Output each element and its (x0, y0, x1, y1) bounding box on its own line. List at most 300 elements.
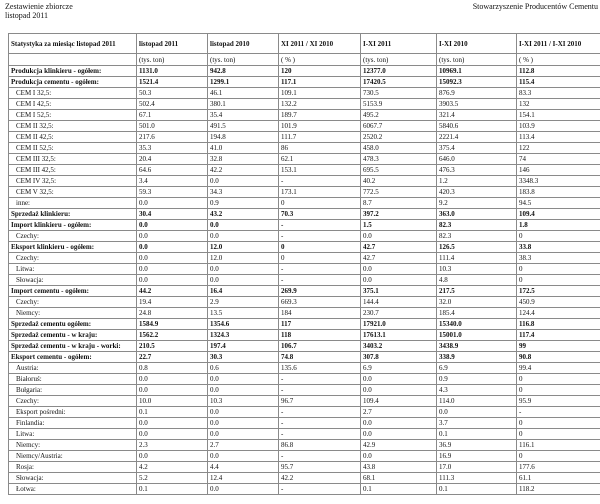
value-cell: 0.0 (208, 176, 279, 187)
row-label: Słowacja: (9, 473, 137, 484)
value-cell: 189.7 (279, 110, 361, 121)
value-cell: 117.1 (279, 77, 361, 88)
value-cell: 0.0 (137, 264, 208, 275)
row-label: Czechy: (9, 253, 137, 264)
value-cell: 36.9 (437, 440, 517, 451)
value-cell: 16.4 (208, 286, 279, 297)
table-row (9, 209, 600, 220)
value-cell: 116.1 (517, 440, 600, 451)
value-cell: 1324.3 (208, 330, 279, 341)
column-header: XI 2011 / XI 2010 (279, 34, 361, 54)
value-cell: 450.9 (517, 297, 600, 308)
row-label: Czechy: (9, 396, 137, 407)
value-cell: 1521.4 (137, 77, 208, 88)
value-cell: 3.7 (437, 418, 517, 429)
row-label: Niemcy: (9, 440, 137, 451)
row-label: CEM I 32,5: (9, 88, 137, 99)
row-label: Słowacja: (9, 275, 137, 286)
table-row (9, 440, 600, 451)
value-cell: 0.1 (137, 484, 208, 495)
row-label: Białoruś: (9, 374, 137, 385)
report-title-line2: listopad 2011 (5, 11, 49, 20)
value-cell: 8.7 (361, 198, 437, 209)
value-cell: 99.4 (517, 363, 600, 374)
value-cell: 0.0 (437, 407, 517, 418)
value-cell: 109.4 (361, 396, 437, 407)
unit-cell: (tys. ton) (137, 54, 208, 66)
table-row (9, 143, 600, 154)
value-cell: 118 (279, 330, 361, 341)
value-cell: 41.0 (208, 143, 279, 154)
value-cell: 0 (517, 385, 600, 396)
value-cell: 118.2 (517, 484, 600, 495)
value-cell: 6067.7 (361, 121, 437, 132)
value-cell: 94.5 (517, 198, 600, 209)
table-row (9, 198, 600, 209)
unit-cell: ( % ) (517, 54, 600, 66)
value-cell: 17613.1 (361, 330, 437, 341)
value-cell: 0.1 (137, 407, 208, 418)
unit-cell: ( % ) (279, 54, 361, 66)
column-header: I-XI 2011 / I-XI 2010 (517, 34, 600, 54)
value-cell: 0 (279, 198, 361, 209)
value-cell: 0.0 (208, 264, 279, 275)
value-cell: 9.2 (437, 198, 517, 209)
value-cell: 114.0 (437, 396, 517, 407)
row-label: Czechy: (9, 297, 137, 308)
value-cell: 68.1 (361, 473, 437, 484)
row-label: CEM III 42,5: (9, 165, 137, 176)
value-cell: 2.9 (208, 297, 279, 308)
value-cell: - (279, 429, 361, 440)
value-cell: 6.9 (361, 363, 437, 374)
value-cell: 96.7 (279, 396, 361, 407)
value-cell: 210.5 (137, 341, 208, 352)
value-cell: 0 (279, 253, 361, 264)
row-label: Sprzedaż cementu - w kraju - worki: (9, 341, 137, 352)
value-cell: 1584.9 (137, 319, 208, 330)
row-label: Niemcy: (9, 308, 137, 319)
column-header: listopad 2010 (208, 34, 279, 54)
row-label: CEM I 42,5: (9, 99, 137, 110)
table-row (9, 451, 600, 462)
value-cell: 24.8 (137, 308, 208, 319)
value-cell: 10.3 (208, 396, 279, 407)
value-cell: 1131.0 (137, 66, 208, 77)
value-cell: 502.4 (137, 99, 208, 110)
value-cell: 0.0 (137, 198, 208, 209)
value-cell: 43.2 (208, 209, 279, 220)
table-row (9, 429, 600, 440)
row-label: Litwa: (9, 429, 137, 440)
value-cell: 17921.0 (361, 319, 437, 330)
value-cell: 942.8 (208, 66, 279, 77)
table-header-row (9, 34, 600, 54)
value-cell: 0 (517, 429, 600, 440)
row-label: Rosja: (9, 462, 137, 473)
value-cell: 380.1 (208, 99, 279, 110)
value-cell: 0.0 (137, 418, 208, 429)
value-cell: 0.0 (361, 385, 437, 396)
value-cell: 0.0 (137, 220, 208, 231)
value-cell: 12.0 (208, 253, 279, 264)
value-cell: 2.7 (208, 440, 279, 451)
row-label: Eksport klinkieru - ogółem: (9, 242, 137, 253)
value-cell: 12377.0 (361, 66, 437, 77)
value-cell: 307.8 (361, 352, 437, 363)
value-cell: 5153.9 (361, 99, 437, 110)
value-cell: 43.8 (361, 462, 437, 473)
unit-cell: (tys. ton) (208, 54, 279, 66)
value-cell: 120 (279, 66, 361, 77)
value-cell: 0.0 (208, 418, 279, 429)
row-label: CEM II 52,5: (9, 143, 137, 154)
value-cell: 491.5 (208, 121, 279, 132)
value-cell: 5840.6 (437, 121, 517, 132)
value-cell: 0.0 (208, 385, 279, 396)
value-cell: 32.8 (208, 154, 279, 165)
value-cell: 321.4 (437, 110, 517, 121)
value-cell: 5.2 (137, 473, 208, 484)
table-row (9, 374, 600, 385)
table-row (9, 99, 600, 110)
value-cell: 185.4 (437, 308, 517, 319)
table-row (9, 77, 600, 88)
value-cell: 13.5 (208, 308, 279, 319)
value-cell: 338.9 (437, 352, 517, 363)
table-row (9, 66, 600, 77)
value-cell: - (279, 385, 361, 396)
value-cell: 0 (517, 418, 600, 429)
value-cell: 0.0 (208, 231, 279, 242)
value-cell: 109.4 (517, 209, 600, 220)
table-row (9, 187, 600, 198)
value-cell: 772.5 (361, 187, 437, 198)
value-cell: - (279, 451, 361, 462)
value-cell: 90.8 (517, 352, 600, 363)
unit-cell: (tys. ton) (437, 54, 517, 66)
value-cell: 695.5 (361, 165, 437, 176)
value-cell: - (279, 275, 361, 286)
value-cell: 4.4 (208, 462, 279, 473)
organization-name: Stowarzyszenie Producentów Cementu (472, 2, 598, 11)
value-cell: 30.4 (137, 209, 208, 220)
value-cell: 230.7 (361, 308, 437, 319)
value-cell: 70.3 (279, 209, 361, 220)
column-header: Statystyka za miesiąc listopad 2011 (9, 34, 137, 54)
value-cell: 111.7 (279, 132, 361, 143)
value-cell: 4.3 (437, 385, 517, 396)
value-cell: 112.8 (517, 66, 600, 77)
table-row (9, 154, 600, 165)
value-cell: 82.3 (437, 231, 517, 242)
units-row (9, 54, 600, 66)
value-cell: - (279, 220, 361, 231)
value-cell: 0 (517, 374, 600, 385)
value-cell: 0.1 (437, 484, 517, 495)
value-cell: 0.0 (208, 451, 279, 462)
value-cell: 15001.0 (437, 330, 517, 341)
report-title (5, 2, 73, 20)
row-label: Sprzedaż cementu ogółem: (9, 319, 137, 330)
table-row (9, 231, 600, 242)
value-cell: 86 (279, 143, 361, 154)
value-cell: 12.4 (208, 473, 279, 484)
value-cell: 106.7 (279, 341, 361, 352)
value-cell: 132.2 (279, 99, 361, 110)
value-cell: 194.8 (208, 132, 279, 143)
value-cell: 95.7 (279, 462, 361, 473)
value-cell: 10969.1 (437, 66, 517, 77)
value-cell: 86.8 (279, 440, 361, 451)
value-cell: 22.7 (137, 352, 208, 363)
value-cell: - (279, 176, 361, 187)
row-label: Sprzedaż klinkieru: (9, 209, 137, 220)
table-row (9, 165, 600, 176)
value-cell: 3.4 (137, 176, 208, 187)
value-cell: 17420.5 (361, 77, 437, 88)
value-cell: 12.0 (208, 242, 279, 253)
value-cell: 0.0 (208, 275, 279, 286)
value-cell: - (279, 484, 361, 495)
value-cell: 111.3 (437, 473, 517, 484)
value-cell: 116.8 (517, 319, 600, 330)
row-label: CEM I 52,5: (9, 110, 137, 121)
value-cell: 478.3 (361, 154, 437, 165)
value-cell: 669.3 (279, 297, 361, 308)
row-label: Bułgaria: (9, 385, 137, 396)
value-cell: 0.0 (137, 231, 208, 242)
value-cell: 59.3 (137, 187, 208, 198)
value-cell: 122 (517, 143, 600, 154)
value-cell: 0 (517, 231, 600, 242)
value-cell: 0.6 (208, 363, 279, 374)
value-cell: - (279, 418, 361, 429)
value-cell: 117 (279, 319, 361, 330)
value-cell: 420.3 (437, 187, 517, 198)
table-row (9, 363, 600, 374)
value-cell: 876.9 (437, 88, 517, 99)
value-cell: 67.1 (137, 110, 208, 121)
value-cell: - (279, 374, 361, 385)
table-row (9, 121, 600, 132)
value-cell: 19.4 (137, 297, 208, 308)
table-row (9, 319, 600, 330)
value-cell: 124.4 (517, 308, 600, 319)
value-cell: 3348.3 (517, 176, 600, 187)
value-cell: 363.0 (437, 209, 517, 220)
value-cell: 0.0 (208, 407, 279, 418)
value-cell: 646.0 (437, 154, 517, 165)
value-cell: 1.8 (517, 220, 600, 231)
value-cell: 0.0 (361, 429, 437, 440)
value-cell: 0.0 (137, 451, 208, 462)
value-cell: 113.4 (517, 132, 600, 143)
value-cell: 3438.9 (437, 341, 517, 352)
value-cell: 17.0 (437, 462, 517, 473)
row-label: Eksport cementu - ogółem: (9, 352, 137, 363)
value-cell: 375.1 (361, 286, 437, 297)
value-cell: 15340.0 (437, 319, 517, 330)
row-label: Produkcja klinkieru - ogółem: (9, 66, 137, 77)
value-cell: 132 (517, 99, 600, 110)
value-cell: 495.2 (361, 110, 437, 121)
value-cell: 146 (517, 165, 600, 176)
value-cell: 20.4 (137, 154, 208, 165)
value-cell: 111.4 (437, 253, 517, 264)
value-cell: 0.1 (361, 484, 437, 495)
row-label: CEM III 32,5: (9, 154, 137, 165)
value-cell: 0.0 (208, 484, 279, 495)
value-cell: - (517, 407, 600, 418)
row-label: inne: (9, 198, 137, 209)
value-cell: 1354.6 (208, 319, 279, 330)
value-cell: 0 (517, 451, 600, 462)
value-cell: 101.9 (279, 121, 361, 132)
value-cell: 42.9 (361, 440, 437, 451)
value-cell: 3903.5 (437, 99, 517, 110)
value-cell: 0.0 (137, 429, 208, 440)
value-cell: 62.1 (279, 154, 361, 165)
value-cell: - (279, 231, 361, 242)
row-label: CEM IV 32,5: (9, 176, 137, 187)
table-row (9, 418, 600, 429)
table-row (9, 396, 600, 407)
value-cell: 2520.2 (361, 132, 437, 143)
value-cell: 0.0 (361, 418, 437, 429)
value-cell: 16.9 (437, 451, 517, 462)
value-cell: 0.0 (137, 374, 208, 385)
value-cell: 2.3 (137, 440, 208, 451)
value-cell: 0.1 (437, 429, 517, 440)
row-label: CEM II 42,5: (9, 132, 137, 143)
value-cell: 0.0 (137, 242, 208, 253)
value-cell: 42.2 (279, 473, 361, 484)
value-cell: 117.4 (517, 330, 600, 341)
value-cell: 40.2 (361, 176, 437, 187)
value-cell: 10.0 (137, 396, 208, 407)
value-cell: 103.9 (517, 121, 600, 132)
table-row (9, 132, 600, 143)
table-row (9, 462, 600, 473)
table-row (9, 385, 600, 396)
value-cell: 0.0 (208, 220, 279, 231)
value-cell: 0.9 (208, 198, 279, 209)
value-cell: 0.0 (137, 275, 208, 286)
value-cell: 83.3 (517, 88, 600, 99)
value-cell: 1299.1 (208, 77, 279, 88)
value-cell: 74 (517, 154, 600, 165)
row-label: Import cementu - ogółem: (9, 286, 137, 297)
value-cell: 42.7 (361, 253, 437, 264)
value-cell: 35.3 (137, 143, 208, 154)
value-cell: 6.9 (437, 363, 517, 374)
row-label: Import klinkieru - ogółem: (9, 220, 137, 231)
value-cell: 730.5 (361, 88, 437, 99)
unit-cell (9, 54, 137, 66)
value-cell: 10.3 (437, 264, 517, 275)
value-cell: 177.6 (517, 462, 600, 473)
value-cell: 458.0 (361, 143, 437, 154)
value-cell: 153.1 (279, 165, 361, 176)
value-cell: 50.3 (137, 88, 208, 99)
unit-cell: (tys. ton) (361, 54, 437, 66)
value-cell: 99 (517, 341, 600, 352)
table-row (9, 484, 600, 495)
value-cell: 154.1 (517, 110, 600, 121)
value-cell: 172.5 (517, 286, 600, 297)
value-cell: 173.1 (279, 187, 361, 198)
value-cell: 0.0 (208, 429, 279, 440)
table-row (9, 275, 600, 286)
row-label: Sprzedaż cementu - w kraju: (9, 330, 137, 341)
value-cell: 61.1 (517, 473, 600, 484)
table-row (9, 330, 600, 341)
value-cell: 33.8 (517, 242, 600, 253)
value-cell: 0.0 (361, 451, 437, 462)
value-cell: 0.9 (437, 374, 517, 385)
row-label: Niemcy/Austria: (9, 451, 137, 462)
value-cell: 109.1 (279, 88, 361, 99)
value-cell: 375.4 (437, 143, 517, 154)
value-cell: 0 (517, 275, 600, 286)
value-cell: 217.5 (437, 286, 517, 297)
value-cell: 4.8 (437, 275, 517, 286)
statistics-table (8, 33, 600, 495)
table-row (9, 341, 600, 352)
value-cell: 269.9 (279, 286, 361, 297)
row-label: CEM II 32,5: (9, 121, 137, 132)
table-row (9, 88, 600, 99)
row-label: Litwa: (9, 264, 137, 275)
row-label: Produkcja cementu - ogółem: (9, 77, 137, 88)
table-row (9, 242, 600, 253)
table-row (9, 176, 600, 187)
value-cell: 126.5 (437, 242, 517, 253)
value-cell: 32.0 (437, 297, 517, 308)
value-cell: 0 (279, 242, 361, 253)
value-cell: 2.7 (361, 407, 437, 418)
value-cell: 144.4 (361, 297, 437, 308)
value-cell: 35.4 (208, 110, 279, 121)
table-row (9, 220, 600, 231)
value-cell: 217.6 (137, 132, 208, 143)
value-cell: 0.8 (137, 363, 208, 374)
value-cell: - (279, 407, 361, 418)
row-label: Czechy: (9, 231, 137, 242)
table-row (9, 264, 600, 275)
value-cell: 0.0 (208, 374, 279, 385)
column-header: listopad 2011 (137, 34, 208, 54)
value-cell: 0.0 (361, 275, 437, 286)
table-row (9, 308, 600, 319)
row-label: Łotwa: (9, 484, 137, 495)
value-cell: 1562.2 (137, 330, 208, 341)
value-cell: 1.5 (361, 220, 437, 231)
table-row (9, 473, 600, 484)
column-header: I-XI 2011 (361, 34, 437, 54)
value-cell: 15092.3 (437, 77, 517, 88)
row-label: CEM V 32,5: (9, 187, 137, 198)
row-label: Eksport pośredni: (9, 407, 137, 418)
value-cell: 34.3 (208, 187, 279, 198)
value-cell: 3403.2 (361, 341, 437, 352)
table-row (9, 110, 600, 121)
value-cell: 501.0 (137, 121, 208, 132)
value-cell: 0.0 (137, 253, 208, 264)
value-cell: 95.9 (517, 396, 600, 407)
value-cell: 64.6 (137, 165, 208, 176)
